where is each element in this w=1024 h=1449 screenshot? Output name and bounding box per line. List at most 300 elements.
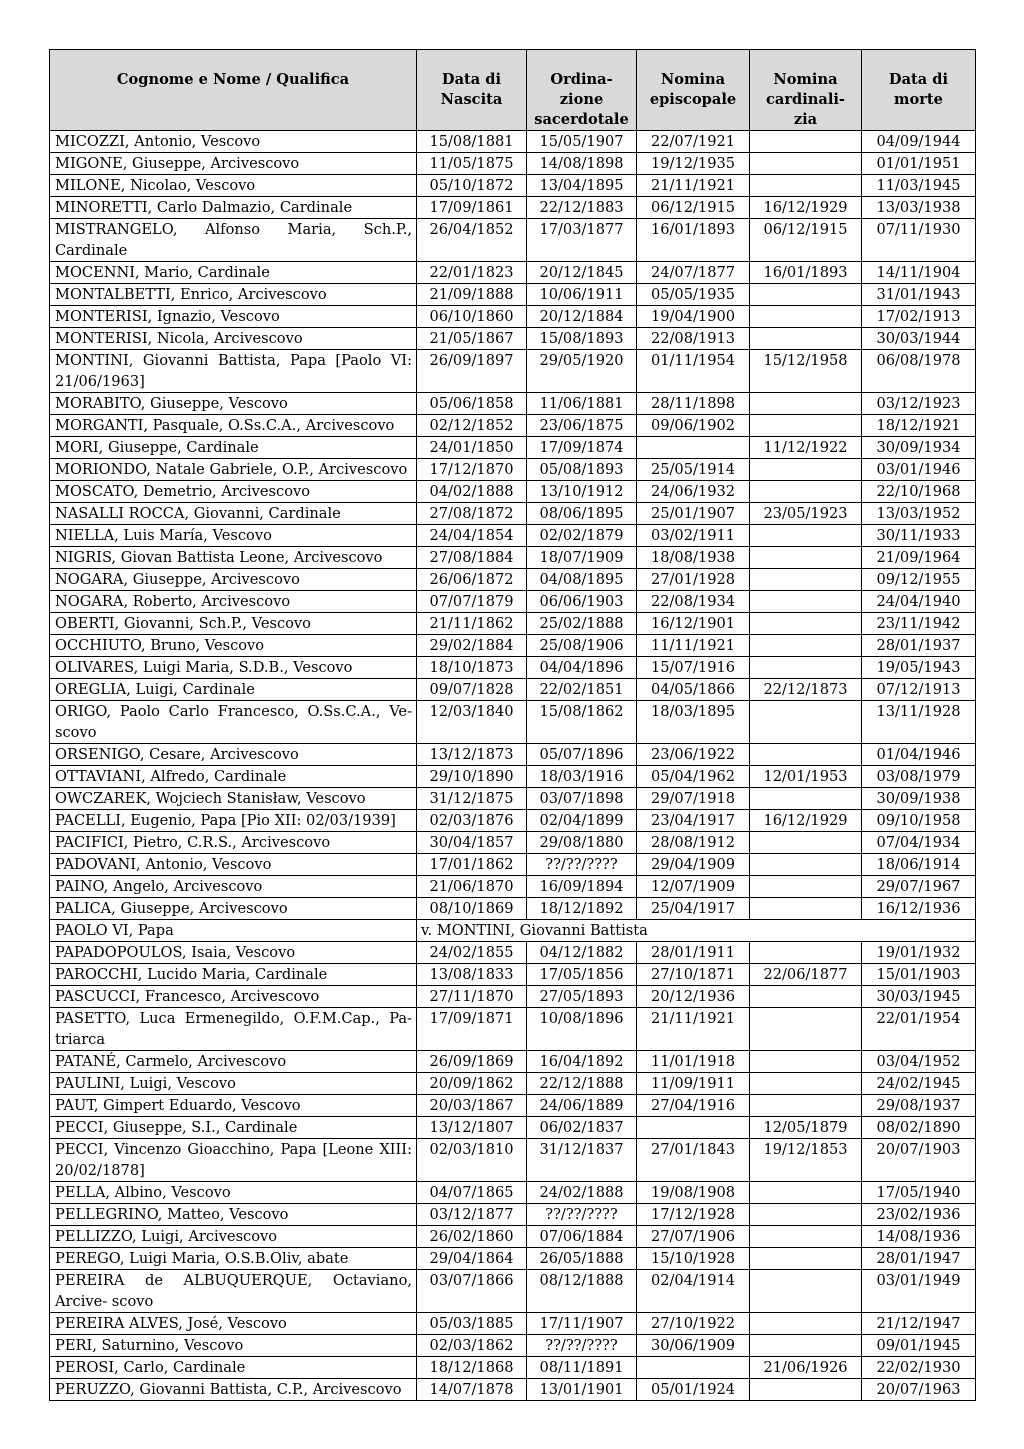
table-row — [50, 964, 976, 986]
cell-cardinal — [750, 1204, 862, 1226]
cell-name: MICOZZI, Antonio, Vescovo — [50, 131, 417, 153]
cell-name: MORI, Giuseppe, Cardinale — [50, 437, 417, 459]
cell-ordination: 25/02/1888 — [527, 613, 637, 635]
table-row — [50, 1204, 976, 1226]
cell-death: 19/05/1943 — [862, 657, 976, 679]
cell-birth: 21/09/1888 — [417, 284, 527, 306]
cell-episcopal: 25/04/1917 — [637, 898, 750, 920]
table-row — [50, 525, 976, 547]
cell-name: PELLEGRINO, Matteo, Vescovo — [50, 1204, 417, 1226]
cell-episcopal: 05/04/1962 — [637, 766, 750, 788]
table-row — [50, 898, 976, 920]
table-row — [50, 920, 976, 942]
table-row — [50, 986, 976, 1008]
header-birth: Data di Nascita — [417, 50, 527, 131]
cell-birth: 05/10/1872 — [417, 175, 527, 197]
cell-birth: 13/12/1807 — [417, 1117, 527, 1139]
cell-cardinal: 11/12/1922 — [750, 437, 862, 459]
cell-birth: 02/03/1810 — [417, 1139, 527, 1182]
cell-birth: 11/05/1875 — [417, 153, 527, 175]
table-row — [50, 284, 976, 306]
cell-death: 22/10/1968 — [862, 481, 976, 503]
cell-birth: 03/07/1866 — [417, 1270, 527, 1313]
cell-name: ORSENIGO, Cesare, Arcivescovo — [50, 744, 417, 766]
cell-cardinal — [750, 1226, 862, 1248]
cell-name: OTTAVIANI, Alfredo, Cardinale — [50, 766, 417, 788]
cell-birth: 13/08/1833 — [417, 964, 527, 986]
cell-birth: 04/07/1865 — [417, 1182, 527, 1204]
cell-death: 11/03/1945 — [862, 175, 976, 197]
cell-ordination: 18/12/1892 — [527, 898, 637, 920]
table-row — [50, 503, 976, 525]
cell-name: PASETTO, Luca Ermenegildo, O.F.M.Cap., Pa- triarca — [50, 1008, 417, 1051]
cell-name: NOGARA, Giuseppe, Arcivescovo — [50, 569, 417, 591]
cell-name: NIELLA, Luis María, Vescovo — [50, 525, 417, 547]
cell-death: 07/12/1913 — [862, 679, 976, 701]
table-row — [50, 131, 976, 153]
cell-cardinal — [750, 1051, 862, 1073]
cell-ordination: 15/08/1862 — [527, 701, 637, 744]
table-row — [50, 1313, 976, 1335]
cell-cardinal — [750, 569, 862, 591]
cell-death: 20/07/1903 — [862, 1139, 976, 1182]
cell-ordination: ??/??/???? — [527, 1335, 637, 1357]
cell-episcopal: 11/09/1911 — [637, 1073, 750, 1095]
cell-cardinal — [750, 1270, 862, 1313]
table-row — [50, 1051, 976, 1073]
cell-ordination: 13/04/1895 — [527, 175, 637, 197]
cell-birth: 03/12/1877 — [417, 1204, 527, 1226]
cell-death: 18/06/1914 — [862, 854, 976, 876]
cell-death: 23/02/1936 — [862, 1204, 976, 1226]
header-death: Data di morte — [862, 50, 976, 131]
cell-death: 03/08/1979 — [862, 766, 976, 788]
cell-death: 20/07/1963 — [862, 1379, 976, 1401]
cell-death: 01/01/1951 — [862, 153, 976, 175]
table-row — [50, 635, 976, 657]
cell-death: 21/09/1964 — [862, 547, 976, 569]
cell-birth: 06/10/1860 — [417, 306, 527, 328]
cell-episcopal: 06/12/1915 — [637, 197, 750, 219]
cell-name: PADOVANI, Antonio, Vescovo — [50, 854, 417, 876]
cell-name: PEREIRA de ALBUQUERQUE, Octaviano, Arcive- scovo — [50, 1270, 417, 1313]
cell-name: NIGRIS, Giovan Battista Leone, Arcivescovo — [50, 547, 417, 569]
table-row — [50, 766, 976, 788]
cell-cardinal — [750, 284, 862, 306]
cell-episcopal: 27/07/1906 — [637, 1226, 750, 1248]
cell-name: MOCENNI, Mario, Cardinale — [50, 262, 417, 284]
cell-ordination: 17/09/1874 — [527, 437, 637, 459]
table-row — [50, 613, 976, 635]
cell-ordination: 24/06/1889 — [527, 1095, 637, 1117]
cell-ordination: 22/12/1883 — [527, 197, 637, 219]
cell-death: 30/03/1944 — [862, 328, 976, 350]
cell-death: 13/11/1928 — [862, 701, 976, 744]
header-episcopal: Nomina episcopale — [637, 50, 750, 131]
cell-birth: 27/11/1870 — [417, 986, 527, 1008]
cell-episcopal: 27/04/1916 — [637, 1095, 750, 1117]
cell-episcopal: 17/12/1928 — [637, 1204, 750, 1226]
cell-ordination: 20/12/1845 — [527, 262, 637, 284]
table-row — [50, 547, 976, 569]
table-row — [50, 393, 976, 415]
cell-cardinal: 23/05/1923 — [750, 503, 862, 525]
cell-ordination: 22/02/1851 — [527, 679, 637, 701]
cell-episcopal: 27/01/1928 — [637, 569, 750, 591]
cell-cardinal — [750, 744, 862, 766]
cell-episcopal: 27/10/1871 — [637, 964, 750, 986]
cell-episcopal: 23/06/1922 — [637, 744, 750, 766]
cell-birth: 29/04/1864 — [417, 1248, 527, 1270]
table-row — [50, 591, 976, 613]
cell-name: MORABITO, Giuseppe, Vescovo — [50, 393, 417, 415]
cell-birth: 29/02/1884 — [417, 635, 527, 657]
cell-ordination: ??/??/???? — [527, 1204, 637, 1226]
cell-ordination: 02/04/1899 — [527, 810, 637, 832]
cell-cardinal — [750, 854, 862, 876]
cell-name: PASCUCCI, Francesco, Arcivescovo — [50, 986, 417, 1008]
cell-death: 03/01/1949 — [862, 1270, 976, 1313]
cell-episcopal: 15/10/1928 — [637, 1248, 750, 1270]
cell-cardinal — [750, 481, 862, 503]
cell-birth: 15/08/1881 — [417, 131, 527, 153]
cell-birth: 17/09/1871 — [417, 1008, 527, 1051]
cell-name: MOSCATO, Demetrio, Arcivescovo — [50, 481, 417, 503]
cell-death: 22/02/1930 — [862, 1357, 976, 1379]
cell-birth: 02/03/1862 — [417, 1335, 527, 1357]
cell-episcopal: 01/11/1954 — [637, 350, 750, 393]
cell-birth: 09/07/1828 — [417, 679, 527, 701]
cell-name: OREGLIA, Luigi, Cardinale — [50, 679, 417, 701]
table-row — [50, 1248, 976, 1270]
cell-name: PERUZZO, Giovanni Battista, C.P., Arcivescovo — [50, 1379, 417, 1401]
cell-birth: 17/01/1862 — [417, 854, 527, 876]
cell-birth: 26/09/1869 — [417, 1051, 527, 1073]
cell-episcopal: 28/01/1911 — [637, 942, 750, 964]
cell-name: PELLIZZO, Luigi, Arcivescovo — [50, 1226, 417, 1248]
cell-cardinal — [750, 1379, 862, 1401]
cell-death: 17/02/1913 — [862, 306, 976, 328]
cell-cardinal — [750, 1313, 862, 1335]
table-row — [50, 1139, 976, 1182]
cell-ordination: 29/08/1880 — [527, 832, 637, 854]
cell-cardinal — [750, 898, 862, 920]
cell-ordination: 14/08/1898 — [527, 153, 637, 175]
cell-episcopal: 28/08/1912 — [637, 832, 750, 854]
cell-episcopal: 25/01/1907 — [637, 503, 750, 525]
cell-cardinal: 15/12/1958 — [750, 350, 862, 393]
cell-name: PAPADOPOULOS, Isaia, Vescovo — [50, 942, 417, 964]
cell-ordination: 02/02/1879 — [527, 525, 637, 547]
cell-death: 28/01/1937 — [862, 635, 976, 657]
cell-ordination: 15/08/1893 — [527, 328, 637, 350]
cell-ordination: 05/08/1893 — [527, 459, 637, 481]
cell-episcopal: 24/06/1932 — [637, 481, 750, 503]
cell-birth: 24/01/1850 — [417, 437, 527, 459]
cell-ordination: 10/06/1911 — [527, 284, 637, 306]
cell-cardinal — [750, 459, 862, 481]
cell-ordination: 13/01/1901 — [527, 1379, 637, 1401]
table-row — [50, 306, 976, 328]
cell-episcopal: 29/04/1909 — [637, 854, 750, 876]
cell-cardinal: 06/12/1915 — [750, 219, 862, 262]
cell-episcopal: 21/11/1921 — [637, 1008, 750, 1051]
cell-name: MISTRANGELO, Alfonso Maria, Sch.P., Cardinale — [50, 219, 417, 262]
cell-death: 07/04/1934 — [862, 832, 976, 854]
cell-ordination: 05/07/1896 — [527, 744, 637, 766]
cell-death: 17/05/1940 — [862, 1182, 976, 1204]
table-row — [50, 1226, 976, 1248]
cell-ordination: 22/12/1888 — [527, 1073, 637, 1095]
cell-death: 30/09/1934 — [862, 437, 976, 459]
cell-episcopal: 04/05/1866 — [637, 679, 750, 701]
table-row — [50, 701, 976, 744]
cell-episcopal: 19/08/1908 — [637, 1182, 750, 1204]
cell-death: 09/01/1945 — [862, 1335, 976, 1357]
cell-cardinal — [750, 986, 862, 1008]
cell-death: 14/08/1936 — [862, 1226, 976, 1248]
cell-ordination: 13/10/1912 — [527, 481, 637, 503]
table-row — [50, 1357, 976, 1379]
cell-death: 31/01/1943 — [862, 284, 976, 306]
cell-birth: 05/06/1858 — [417, 393, 527, 415]
cell-birth: 17/09/1861 — [417, 197, 527, 219]
cell-name: NASALLI ROCCA, Giovanni, Cardinale — [50, 503, 417, 525]
cell-birth: 24/02/1855 — [417, 942, 527, 964]
cell-birth: 26/04/1852 — [417, 219, 527, 262]
cell-name: PECCI, Vincenzo Gioacchino, Papa [Leone XIII: 20/02/1878] — [50, 1139, 417, 1182]
cell-ordination: 04/08/1895 — [527, 569, 637, 591]
cell-birth: 26/09/1897 — [417, 350, 527, 393]
cell-episcopal: 25/05/1914 — [637, 459, 750, 481]
cell-name: PEREIRA ALVES, José, Vescovo — [50, 1313, 417, 1335]
cell-episcopal: 05/05/1935 — [637, 284, 750, 306]
cell-birth: 21/05/1867 — [417, 328, 527, 350]
cell-cardinal — [750, 1248, 862, 1270]
cell-death: 06/08/1978 — [862, 350, 976, 393]
table-row — [50, 832, 976, 854]
cell-cardinal — [750, 1335, 862, 1357]
table-row — [50, 810, 976, 832]
cell-ordination: 15/05/1907 — [527, 131, 637, 153]
cell-name: MONTERISI, Ignazio, Vescovo — [50, 306, 417, 328]
cell-birth: 26/02/1860 — [417, 1226, 527, 1248]
table-row — [50, 679, 976, 701]
header-ordination: Ordina- zione sacerdotale — [527, 50, 637, 131]
cell-birth: 14/07/1878 — [417, 1379, 527, 1401]
cell-name: PACIFICI, Pietro, C.R.S., Arcivescovo — [50, 832, 417, 854]
cell-name: NOGARA, Roberto, Arcivescovo — [50, 591, 417, 613]
cell-cross-reference: v. MONTINI, Giovanni Battista — [417, 920, 976, 942]
cell-birth: 29/10/1890 — [417, 766, 527, 788]
table-row — [50, 262, 976, 284]
cell-cardinal — [750, 1008, 862, 1051]
cell-death: 04/09/1944 — [862, 131, 976, 153]
cell-cardinal — [750, 153, 862, 175]
cell-episcopal — [637, 1357, 750, 1379]
cell-cardinal — [750, 131, 862, 153]
cell-death: 30/03/1945 — [862, 986, 976, 1008]
cell-cardinal — [750, 1073, 862, 1095]
cell-name: PATANÉ, Carmelo, Arcivescovo — [50, 1051, 417, 1073]
cell-birth: 21/11/1862 — [417, 613, 527, 635]
cell-ordination: 24/02/1888 — [527, 1182, 637, 1204]
cell-death: 03/12/1923 — [862, 393, 976, 415]
cell-birth: 02/03/1876 — [417, 810, 527, 832]
cell-episcopal: 18/08/1938 — [637, 547, 750, 569]
cell-episcopal: 22/07/1921 — [637, 131, 750, 153]
table-row — [50, 942, 976, 964]
cell-cardinal — [750, 525, 862, 547]
cell-death: 09/12/1955 — [862, 569, 976, 591]
cell-birth: 27/08/1884 — [417, 547, 527, 569]
cell-episcopal: 03/02/1911 — [637, 525, 750, 547]
cell-cardinal — [750, 613, 862, 635]
cell-cardinal — [750, 306, 862, 328]
cell-episcopal: 18/03/1895 — [637, 701, 750, 744]
cell-ordination: 08/06/1895 — [527, 503, 637, 525]
cell-episcopal: 16/01/1893 — [637, 219, 750, 262]
cell-ordination: 27/05/1893 — [527, 986, 637, 1008]
cell-birth: 12/03/1840 — [417, 701, 527, 744]
cell-name: MORIONDO, Natale Gabriele, O.P., Arcivescovo — [50, 459, 417, 481]
cell-name: OBERTI, Giovanni, Sch.P., Vescovo — [50, 613, 417, 635]
cell-birth: 31/12/1875 — [417, 788, 527, 810]
table-row — [50, 569, 976, 591]
cell-name: MINORETTI, Carlo Dalmazio, Cardinale — [50, 197, 417, 219]
cell-ordination: 25/08/1906 — [527, 635, 637, 657]
cell-name: PEROSI, Carlo, Cardinale — [50, 1357, 417, 1379]
table-row — [50, 219, 976, 262]
cell-name: PACELLI, Eugenio, Papa [Pio XII: 02/03/1939] — [50, 810, 417, 832]
cell-episcopal: 09/06/1902 — [637, 415, 750, 437]
cell-cardinal — [750, 788, 862, 810]
cell-name: MILONE, Nicolao, Vescovo — [50, 175, 417, 197]
cell-ordination: 26/05/1888 — [527, 1248, 637, 1270]
cell-death: 08/02/1890 — [862, 1117, 976, 1139]
header-cardinal: Nomina cardinali- zia — [750, 50, 862, 131]
cell-birth: 22/01/1823 — [417, 262, 527, 284]
cell-death: 18/12/1921 — [862, 415, 976, 437]
cell-name: PAULINI, Luigi, Vescovo — [50, 1073, 417, 1095]
cell-episcopal: 29/07/1918 — [637, 788, 750, 810]
cell-name: PERI, Saturnino, Vescovo — [50, 1335, 417, 1357]
cell-name: PECCI, Giuseppe, S.I., Cardinale — [50, 1117, 417, 1139]
cell-episcopal: 24/07/1877 — [637, 262, 750, 284]
table-row — [50, 1008, 976, 1051]
cell-death: 09/10/1958 — [862, 810, 976, 832]
cell-ordination: 04/04/1896 — [527, 657, 637, 679]
cell-cardinal — [750, 415, 862, 437]
cell-death: 23/11/1942 — [862, 613, 976, 635]
cell-death: 19/01/1932 — [862, 942, 976, 964]
cell-cardinal — [750, 701, 862, 744]
cell-death: 13/03/1938 — [862, 197, 976, 219]
table-row — [50, 1335, 976, 1357]
cell-ordination: 06/02/1837 — [527, 1117, 637, 1139]
cell-name: OCCHIUTO, Bruno, Vescovo — [50, 635, 417, 657]
table-row — [50, 788, 976, 810]
cell-birth: 20/03/1867 — [417, 1095, 527, 1117]
cell-death: 29/08/1937 — [862, 1095, 976, 1117]
cell-ordination: 11/06/1881 — [527, 393, 637, 415]
table-row — [50, 1117, 976, 1139]
cell-ordination: 07/06/1884 — [527, 1226, 637, 1248]
cell-cardinal: 22/06/1877 — [750, 964, 862, 986]
cell-episcopal: 22/08/1913 — [637, 328, 750, 350]
cell-episcopal: 30/06/1909 — [637, 1335, 750, 1357]
cell-episcopal: 02/04/1914 — [637, 1270, 750, 1313]
cell-cardinal — [750, 328, 862, 350]
cell-episcopal: 05/01/1924 — [637, 1379, 750, 1401]
table-row — [50, 1095, 976, 1117]
cell-cardinal — [750, 547, 862, 569]
cell-birth: 02/12/1852 — [417, 415, 527, 437]
cell-birth: 07/07/1879 — [417, 591, 527, 613]
cell-death: 28/01/1947 — [862, 1248, 976, 1270]
cell-episcopal: 23/04/1917 — [637, 810, 750, 832]
cell-cardinal — [750, 175, 862, 197]
table-row — [50, 854, 976, 876]
cell-birth: 08/10/1869 — [417, 898, 527, 920]
header-name: Cognome e Nome / Qualifica — [50, 50, 417, 131]
table-row — [50, 328, 976, 350]
cell-episcopal: 20/12/1936 — [637, 986, 750, 1008]
cell-ordination: 18/03/1916 — [527, 766, 637, 788]
cell-death: 13/03/1952 — [862, 503, 976, 525]
cell-cardinal: 16/01/1893 — [750, 262, 862, 284]
cell-episcopal: 11/11/1921 — [637, 635, 750, 657]
cell-ordination: 16/04/1892 — [527, 1051, 637, 1073]
cell-cardinal — [750, 1182, 862, 1204]
table-row — [50, 350, 976, 393]
cell-ordination: 20/12/1884 — [527, 306, 637, 328]
cell-name: MORGANTI, Pasquale, O.Ss.C.A., Arcivescovo — [50, 415, 417, 437]
cell-name: MONTALBETTI, Enrico, Arcivescovo — [50, 284, 417, 306]
cell-episcopal: 19/04/1900 — [637, 306, 750, 328]
cell-death: 03/04/1952 — [862, 1051, 976, 1073]
cell-name: MONTINI, Giovanni Battista, Papa [Paolo VI: 21/06/1963] — [50, 350, 417, 393]
cell-ordination: 04/12/1882 — [527, 942, 637, 964]
cell-cardinal: 22/12/1873 — [750, 679, 862, 701]
cell-ordination: 29/05/1920 — [527, 350, 637, 393]
cell-name: MIGONE, Giuseppe, Arcivescovo — [50, 153, 417, 175]
header-row — [50, 50, 976, 131]
cell-name: OWCZAREK, Wojciech Stanisław, Vescovo — [50, 788, 417, 810]
cell-name: PAROCCHI, Lucido Maria, Cardinale — [50, 964, 417, 986]
cell-birth: 27/08/1872 — [417, 503, 527, 525]
cell-death: 15/01/1903 — [862, 964, 976, 986]
cell-cardinal — [750, 832, 862, 854]
cell-ordination: 08/12/1888 — [527, 1270, 637, 1313]
cell-cardinal — [750, 1095, 862, 1117]
cell-birth: 13/12/1873 — [417, 744, 527, 766]
table-row — [50, 657, 976, 679]
cell-cardinal — [750, 591, 862, 613]
table-row — [50, 153, 976, 175]
cell-cardinal — [750, 635, 862, 657]
cell-birth: 30/04/1857 — [417, 832, 527, 854]
cell-death: 24/04/1940 — [862, 591, 976, 613]
cell-birth: 24/04/1854 — [417, 525, 527, 547]
cell-ordination: 10/08/1896 — [527, 1008, 637, 1051]
table-row — [50, 415, 976, 437]
cell-episcopal: 16/12/1901 — [637, 613, 750, 635]
cell-episcopal: 27/01/1843 — [637, 1139, 750, 1182]
cell-ordination: ??/??/???? — [527, 854, 637, 876]
cell-death: 24/02/1945 — [862, 1073, 976, 1095]
cell-name: OLIVARES, Luigi Maria, S.D.B., Vescovo — [50, 657, 417, 679]
